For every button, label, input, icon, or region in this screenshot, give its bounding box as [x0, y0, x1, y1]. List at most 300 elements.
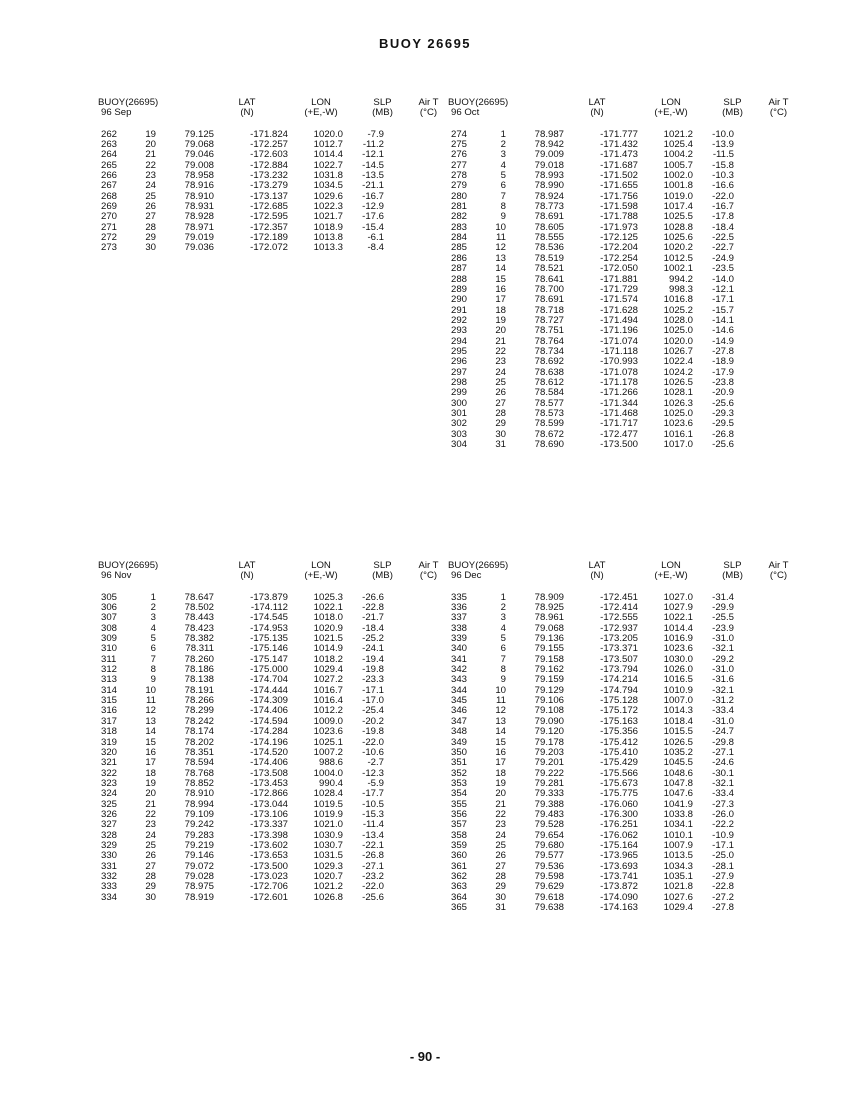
lat-header: LAT — [588, 97, 606, 108]
day: 4 — [500, 622, 506, 634]
airt-value: -24.7 — [712, 726, 734, 738]
lon-value: -174.090 — [600, 891, 638, 903]
period-label: 96 Oct — [451, 107, 480, 119]
airt-value: -5.9 — [367, 777, 384, 789]
day: 24 — [145, 180, 156, 192]
slp-header: SLP — [373, 97, 392, 108]
day-of-year: 333 — [101, 881, 118, 893]
slp-value: 1017.0 — [663, 439, 693, 450]
airt-value: -15.7 — [712, 304, 734, 316]
day: 25 — [495, 839, 506, 851]
day: 29 — [495, 881, 506, 893]
lon-value: -173.500 — [250, 860, 288, 872]
lat-value: 78.910 — [184, 190, 214, 202]
day-of-year: 269 — [101, 201, 118, 213]
day-of-year: 293 — [451, 325, 468, 337]
lon-unit: (+E,-W) — [654, 570, 688, 582]
lat-value: 79.159 — [534, 674, 564, 686]
day-of-year: 359 — [451, 839, 468, 851]
period-label: 96 Dec — [451, 570, 482, 582]
slp-value: 1014.4 — [313, 149, 343, 161]
day: 9 — [150, 674, 156, 686]
day-of-year: 316 — [101, 705, 118, 717]
day-of-year: 312 — [101, 664, 118, 676]
lon-value: -173.453 — [250, 777, 288, 789]
day: 10 — [145, 684, 156, 696]
lon-value: -175.566 — [600, 767, 638, 779]
day-of-year: 277 — [451, 159, 468, 171]
day-of-year: 279 — [451, 180, 468, 192]
lon-value: -176.062 — [600, 829, 638, 841]
day: 30 — [495, 891, 506, 903]
airt-value: -21.7 — [362, 612, 384, 624]
airt-value: -27.1 — [362, 860, 384, 872]
day-of-year: 338 — [451, 622, 468, 634]
airt-unit: (°C) — [769, 570, 788, 582]
airt-unit: (°C) — [419, 107, 438, 119]
airt-value: -14.1 — [712, 314, 734, 326]
lat-value: 79.072 — [184, 860, 214, 872]
day-of-year: 354 — [451, 788, 468, 800]
slp-value: 1025.0 — [663, 325, 693, 337]
lat-value: 79.106 — [534, 695, 564, 707]
day-of-year: 364 — [451, 891, 468, 903]
airt-value: -13.9 — [712, 139, 734, 151]
day: 26 — [495, 387, 506, 399]
lon-value: -173.794 — [600, 664, 638, 676]
lat-value: 78.605 — [534, 221, 564, 233]
day-of-year: 270 — [101, 211, 118, 223]
day: 22 — [145, 159, 156, 171]
day: 12 — [495, 705, 506, 717]
slp-value: 1014.9 — [313, 643, 343, 655]
airt-value: -32.1 — [712, 684, 734, 696]
day: 16 — [495, 283, 506, 295]
day: 27 — [145, 211, 156, 223]
lon-value: -174.406 — [250, 757, 288, 769]
slp-header: SLP — [723, 97, 742, 108]
day-of-year: 287 — [451, 263, 468, 275]
day: 1 — [150, 591, 156, 603]
slp-value: 1026.7 — [663, 345, 693, 357]
day-of-year: 303 — [451, 428, 468, 440]
lat-value: 78.599 — [534, 418, 564, 430]
airt-value: -14.5 — [362, 159, 384, 171]
lon-value: -174.163 — [600, 902, 638, 913]
slp-value: 1028.8 — [663, 221, 693, 233]
slp-value: 1025.5 — [663, 211, 693, 223]
lat-value: 78.672 — [534, 428, 564, 440]
lat-value: 78.924 — [534, 190, 564, 202]
lon-value: -171.196 — [600, 325, 638, 337]
slp-value: 1015.5 — [663, 726, 693, 738]
lon-header: LON — [661, 97, 681, 108]
lon-value: -172.866 — [250, 788, 288, 800]
lat-value: 78.909 — [534, 591, 564, 603]
slp-value: 1023.6 — [663, 418, 693, 430]
lon-value: -172.050 — [600, 263, 638, 275]
lon-value: -174.196 — [250, 736, 288, 748]
slp-value: 1022.1 — [313, 602, 343, 614]
day-of-year: 320 — [101, 746, 118, 758]
lon-value: -172.189 — [250, 232, 288, 244]
lon-value: -174.545 — [250, 612, 288, 624]
slp-value: 1031.8 — [313, 170, 343, 182]
airt-value: -24.6 — [712, 757, 734, 769]
table-row — [448, 758, 792, 768]
slp-value: 1021.5 — [313, 633, 343, 645]
day: 11 — [146, 695, 156, 707]
day: 1 — [500, 128, 506, 140]
airt-value: -22.1 — [362, 839, 384, 851]
day: 9 — [500, 211, 506, 223]
slp-value: 1024.2 — [663, 366, 693, 378]
page-number: - 90 - — [409, 1049, 441, 1064]
buoy-label: BUOY(26695) — [448, 97, 509, 108]
day: 23 — [145, 170, 156, 182]
slp-value: 1026.8 — [313, 891, 343, 903]
day-of-year: 351 — [451, 757, 468, 769]
airt-value: -28.1 — [712, 860, 734, 872]
table-row — [448, 326, 792, 336]
lat-value: 79.129 — [534, 684, 564, 696]
day-of-year: 280 — [451, 190, 468, 202]
slp-value: 1013.3 — [313, 242, 343, 254]
lat-value: 79.638 — [534, 902, 564, 913]
lat-value: 78.692 — [534, 356, 564, 368]
lat-value: 79.281 — [534, 777, 564, 789]
lat-value: 78.993 — [534, 170, 564, 182]
day-of-year: 272 — [101, 232, 118, 244]
day: 31 — [495, 439, 506, 450]
table-row — [448, 727, 792, 737]
lat-value: 79.577 — [534, 850, 564, 862]
airt-value: -17.1 — [712, 839, 734, 851]
day-of-year: 305 — [101, 591, 118, 603]
lon-value: -172.555 — [600, 612, 638, 624]
lon-value: -173.044 — [250, 798, 288, 810]
day: 4 — [150, 622, 156, 634]
day: 17 — [495, 757, 506, 769]
day-of-year: 278 — [451, 170, 468, 182]
day: 7 — [500, 653, 506, 665]
day-of-year: 317 — [101, 715, 118, 727]
slp-value: 1019.9 — [313, 808, 343, 820]
day: 13 — [495, 252, 506, 264]
lat-value: 78.638 — [534, 366, 564, 378]
slp-value: 1013.8 — [313, 232, 343, 244]
lon-value: -174.309 — [250, 695, 288, 707]
day: 29 — [145, 881, 156, 893]
day: 13 — [495, 715, 506, 727]
day: 11 — [496, 695, 506, 707]
slp-unit: (MB) — [372, 570, 393, 582]
airt-value: -27.3 — [712, 798, 734, 810]
day-of-year: 327 — [101, 819, 118, 831]
lat-value: 78.260 — [184, 653, 214, 665]
slp-value: 1010.1 — [663, 829, 693, 841]
slp-header: SLP — [723, 560, 742, 571]
day: 19 — [145, 128, 156, 140]
airt-value: -30.1 — [712, 767, 734, 779]
slp-value: 1016.5 — [663, 674, 693, 686]
slp-value: 1019.0 — [663, 190, 693, 202]
slp-value: 1005.7 — [663, 159, 693, 171]
lon-value: -171.473 — [600, 149, 638, 161]
slp-value: 1020.0 — [663, 335, 693, 347]
slp-value: 1012.2 — [313, 705, 343, 717]
day-of-year: 294 — [451, 335, 468, 347]
lat-value: 79.219 — [184, 839, 214, 851]
lon-value: -173.023 — [250, 870, 288, 882]
lat-value: 78.311 — [185, 643, 214, 655]
day-of-year: 306 — [101, 602, 118, 614]
day-of-year: 355 — [451, 798, 468, 810]
airt-value: -26.8 — [362, 850, 384, 862]
airt-value: -29.5 — [712, 418, 734, 430]
airt-value: -14.0 — [712, 273, 734, 285]
airt-value: -31.0 — [712, 715, 734, 727]
day-of-year: 344 — [451, 684, 468, 696]
day: 21 — [145, 798, 156, 810]
lat-value: 78.299 — [184, 705, 214, 717]
lat-value: 78.641 — [534, 273, 564, 285]
slp-header: SLP — [373, 560, 392, 571]
day-of-year: 289 — [451, 283, 468, 295]
day: 25 — [495, 376, 506, 388]
slp-value: 1025.6 — [663, 232, 693, 244]
lon-value: -172.257 — [250, 139, 288, 151]
airt-header: Air T — [768, 560, 789, 571]
day: 26 — [145, 201, 156, 213]
day-of-year: 300 — [451, 397, 468, 409]
day-of-year: 323 — [101, 777, 118, 789]
day: 16 — [145, 746, 156, 758]
slp-value: 1030.0 — [663, 653, 693, 665]
lat-value: 79.036 — [184, 242, 214, 254]
slp-value: 1025.2 — [663, 304, 693, 316]
day: 18 — [495, 767, 506, 779]
airt-value: -22.0 — [362, 736, 384, 748]
airt-value: -25.6 — [712, 439, 734, 450]
day: 15 — [145, 736, 156, 748]
lat-value: 79.528 — [534, 819, 564, 831]
lat-value: 79.068 — [534, 622, 564, 634]
lon-value: -172.204 — [600, 242, 638, 254]
lat-value: 78.928 — [184, 211, 214, 223]
day: 30 — [145, 891, 156, 903]
lat-value: 79.283 — [184, 829, 214, 841]
airt-value: -12.9 — [362, 201, 384, 213]
day-of-year: 321 — [101, 757, 118, 769]
airt-value: -27.2 — [712, 891, 734, 903]
day-of-year: 302 — [451, 418, 468, 430]
lon-value: -175.775 — [600, 788, 638, 800]
slp-value: 1009.0 — [313, 715, 343, 727]
lat-value: 78.691 — [534, 211, 564, 223]
lat-value: 78.186 — [184, 664, 214, 676]
airt-value: -11.2 — [362, 139, 384, 151]
day-of-year: 267 — [101, 180, 118, 192]
lat-value: 79.009 — [534, 149, 564, 161]
slp-value: 1029.4 — [313, 664, 343, 676]
day-of-year: 273 — [101, 242, 118, 254]
slp-value: 1025.4 — [663, 139, 693, 151]
airt-value: -18.9 — [712, 356, 734, 368]
lon-value: -175.146 — [250, 643, 288, 655]
airt-value: -17.1 — [362, 684, 384, 696]
slp-value: 1016.8 — [663, 294, 693, 306]
airt-value: -19.8 — [362, 726, 384, 738]
slp-value: 1045.5 — [663, 757, 693, 769]
lat-value: 79.203 — [534, 746, 564, 758]
period-label: 96 Sep — [101, 107, 132, 119]
lon-value: -174.794 — [600, 684, 638, 696]
airt-value: -18.4 — [712, 221, 734, 233]
airt-value: -31.0 — [712, 633, 734, 645]
day: 29 — [495, 418, 506, 430]
day-of-year: 298 — [451, 376, 468, 388]
slp-value: 1026.3 — [663, 397, 693, 409]
lon-value: -171.598 — [600, 201, 638, 213]
day: 28 — [495, 870, 506, 882]
slp-value: 1014.3 — [663, 705, 693, 717]
airt-value: -27.8 — [712, 902, 734, 913]
slp-value: 1010.9 — [663, 684, 693, 696]
lat-value: 78.994 — [184, 798, 214, 810]
table-block-oct — [448, 98, 792, 450]
slp-value: 1022.7 — [313, 159, 343, 171]
day-of-year: 343 — [451, 674, 468, 686]
lon-value: -174.520 — [250, 746, 288, 758]
day-of-year: 350 — [451, 746, 468, 758]
day: 21 — [145, 149, 156, 161]
airt-value: -31.4 — [712, 591, 734, 603]
lon-value: -171.729 — [600, 283, 638, 295]
airt-value: -17.1 — [712, 294, 734, 306]
lat-value: 78.971 — [184, 221, 214, 233]
day: 23 — [145, 819, 156, 831]
day: 31 — [495, 902, 506, 913]
table-header — [448, 561, 792, 582]
table-row — [448, 295, 792, 305]
lat-value: 78.573 — [534, 407, 564, 419]
lat-value: 78.961 — [534, 612, 564, 624]
lat-header: LAT — [238, 97, 256, 108]
lat-value: 79.483 — [534, 808, 564, 820]
day-of-year: 266 — [101, 170, 118, 182]
lat-value: 78.138 — [184, 674, 214, 686]
airt-value: -26.8 — [712, 428, 734, 440]
lon-value: -172.601 — [250, 891, 288, 903]
lat-header: LAT — [238, 560, 256, 571]
airt-value: -22.0 — [712, 190, 734, 202]
slp-value: 1026.5 — [663, 376, 693, 388]
lon-value: -172.603 — [250, 149, 288, 161]
table-row — [448, 903, 792, 913]
day: 6 — [500, 643, 506, 655]
airt-value: -24.9 — [712, 252, 734, 264]
lon-value: -172.685 — [250, 201, 288, 213]
lon-value: -173.137 — [250, 190, 288, 202]
day-of-year: 310 — [101, 643, 118, 655]
lat-value: 78.519 — [534, 252, 564, 264]
day: 21 — [495, 335, 506, 347]
day: 30 — [495, 428, 506, 440]
day-of-year: 352 — [451, 767, 468, 779]
day: 8 — [150, 664, 156, 676]
lat-value: 79.019 — [184, 232, 214, 244]
airt-value: -2.7 — [367, 757, 384, 769]
day-of-year: 262 — [101, 128, 118, 140]
day-of-year: 345 — [451, 695, 468, 707]
lon-value: -171.628 — [600, 304, 638, 316]
day: 28 — [145, 870, 156, 882]
slp-value: 1021.8 — [663, 881, 693, 893]
lat-value: 79.018 — [534, 159, 564, 171]
airt-value: -25.5 — [712, 612, 734, 624]
lon-value: -171.881 — [600, 273, 638, 285]
day-of-year: 271 — [101, 221, 118, 233]
lat-value: 79.090 — [534, 715, 564, 727]
lat-value: 79.629 — [534, 881, 564, 893]
slp-value: 990.4 — [318, 777, 343, 789]
slp-value: 1033.8 — [663, 808, 693, 820]
slp-value: 1020.2 — [663, 242, 693, 254]
period-label: 96 Nov — [101, 570, 132, 582]
slp-value: 1027.0 — [663, 591, 693, 603]
day: 13 — [145, 715, 156, 727]
lon-unit: (+E,-W) — [654, 107, 688, 119]
airt-value: -13.4 — [362, 829, 384, 841]
slp-unit: (MB) — [722, 107, 743, 119]
table-row — [448, 789, 792, 799]
airt-value: -27.1 — [712, 746, 734, 758]
slp-value: 1014.4 — [663, 622, 693, 634]
lon-value: -173.507 — [600, 653, 638, 665]
day: 7 — [500, 190, 506, 202]
day-of-year: 346 — [451, 705, 468, 717]
day-of-year: 356 — [451, 808, 468, 820]
airt-value: -25.6 — [712, 397, 734, 409]
slp-value: 1026.5 — [663, 736, 693, 748]
day: 3 — [500, 612, 506, 624]
airt-header: Air T — [418, 97, 439, 108]
airt-value: -15.3 — [362, 808, 384, 820]
lat-value: 79.654 — [534, 829, 564, 841]
day: 19 — [495, 777, 506, 789]
slp-value: 1022.4 — [663, 356, 693, 368]
table-block-nov — [98, 561, 442, 903]
airt-value: -12.1 — [362, 149, 384, 161]
lat-value: 79.598 — [534, 870, 564, 882]
day-of-year: 264 — [101, 149, 118, 161]
lat-unit: (N) — [240, 570, 254, 582]
lat-value: 79.333 — [534, 788, 564, 800]
airt-value: -10.0 — [712, 128, 734, 140]
buoy-label: BUOY(26695) — [98, 560, 159, 571]
lat-value: 78.931 — [184, 201, 214, 213]
lon-value: -175.172 — [600, 705, 638, 717]
lat-value: 78.423 — [184, 622, 214, 634]
lon-value: -173.965 — [600, 850, 638, 862]
slp-value: 1029.4 — [663, 902, 693, 913]
slp-value: 1012.7 — [313, 139, 343, 151]
day-of-year: 329 — [101, 839, 118, 851]
slp-value: 1025.0 — [663, 407, 693, 419]
airt-value: -16.7 — [362, 190, 384, 202]
lat-value: 79.618 — [534, 891, 564, 903]
